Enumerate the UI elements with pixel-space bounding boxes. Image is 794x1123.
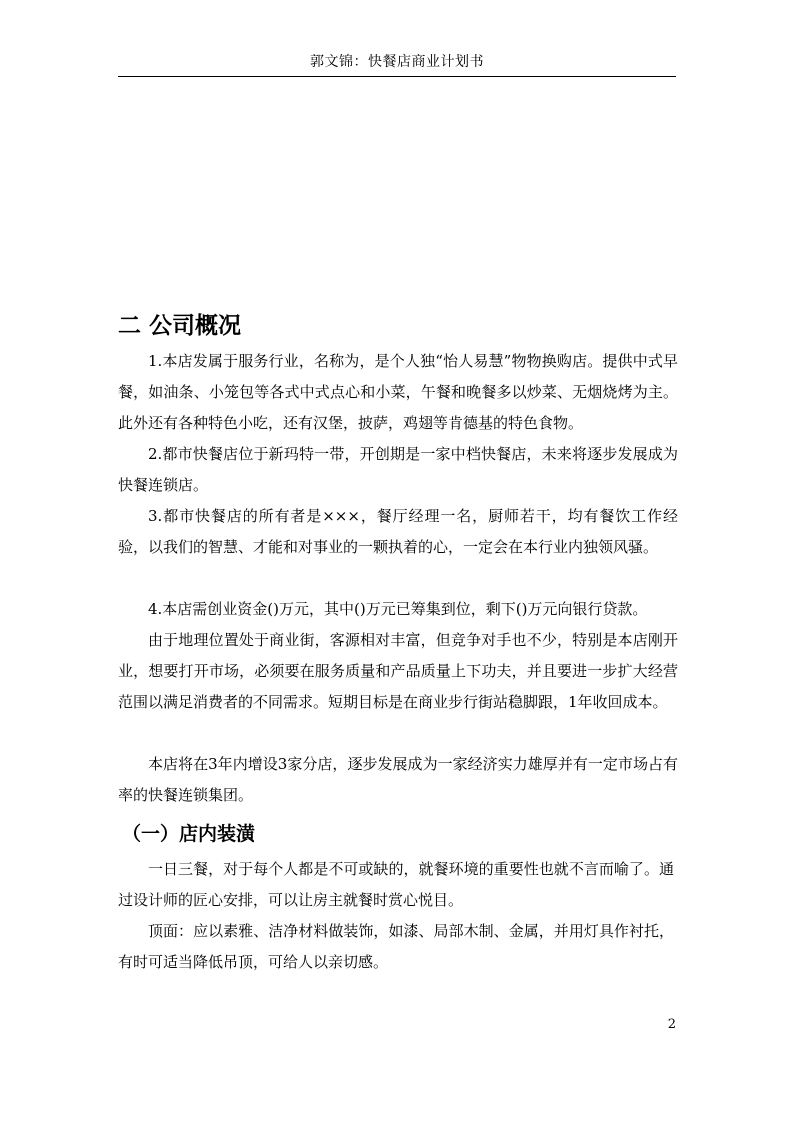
paragraph-ownership: 3.都市快餐店的所有者是×××，餐厅经理一名，厨师若干，均有餐饮工作经验，以我们的智慧、才能和对事业的一颗执着的心，一定会在本行业内独领风骚。 [118,507,678,556]
header-rule [118,76,676,77]
paragraph-location: 2.都市快餐店位于新玛特一带，开创期是一家中档快餐店，未来将逐步发展成为快餐连锁店。 [118,445,678,494]
paragraph-business-scope: 1.本店发属于服务行业，名称为，是个人独“怡人易慧”物物换购店。提供中式早餐，如油条、小笼包等各式中式点心和小菜，午餐和晚餐多以炒菜、无烟烧烤为主。此外还有各种特色小吃，还有汉堡，披萨，鸡翅等肯德基的特色食物。 [118,352,678,432]
paragraph-market: 由于地理位置处于商业街，客源相对丰富，但竞争对手也不少，特别是本店刚开业，想要打开市场，必须要在服务质量和产品质量上下功夫，并且要进一步扩大经营范围以满足消费者的不同需求。短期目标是在商业步行街站稳脚跟，1年收回成本。 [118,631,678,711]
page-number: 2 [667,1017,676,1032]
paragraph-funding: 4.本店需创业资金()万元，其中()万元已筹集到位，剩下()万元向银行贷款。 [148,600,648,618]
paragraph-expansion: 本店将在3年内增设3家分店，逐步发展成为一家经济实力雄厚并有一定市场占有率的快餐连锁集团。 [118,755,678,804]
running-header-title: 郭文锦：快餐店商业计划书 [310,54,484,70]
paragraph-dining-environment: 一日三餐，对于每个人都是不可或缺的，就餐环境的重要性也就不言而喻了。通过设计师的匠心安排，可以让房主就餐时赏心悦目。 [118,860,674,909]
paragraph-ceiling: 顶面：应以素雅、洁净材料做装饰，如漆、局部木制、金属，并用灯具作衬托，有时可适当降低吊顶，可给人以亲切感。 [118,922,674,971]
section-heading: 二 公司概况 [118,313,242,339]
subsection-heading: （一）店内装潢 [122,823,256,845]
